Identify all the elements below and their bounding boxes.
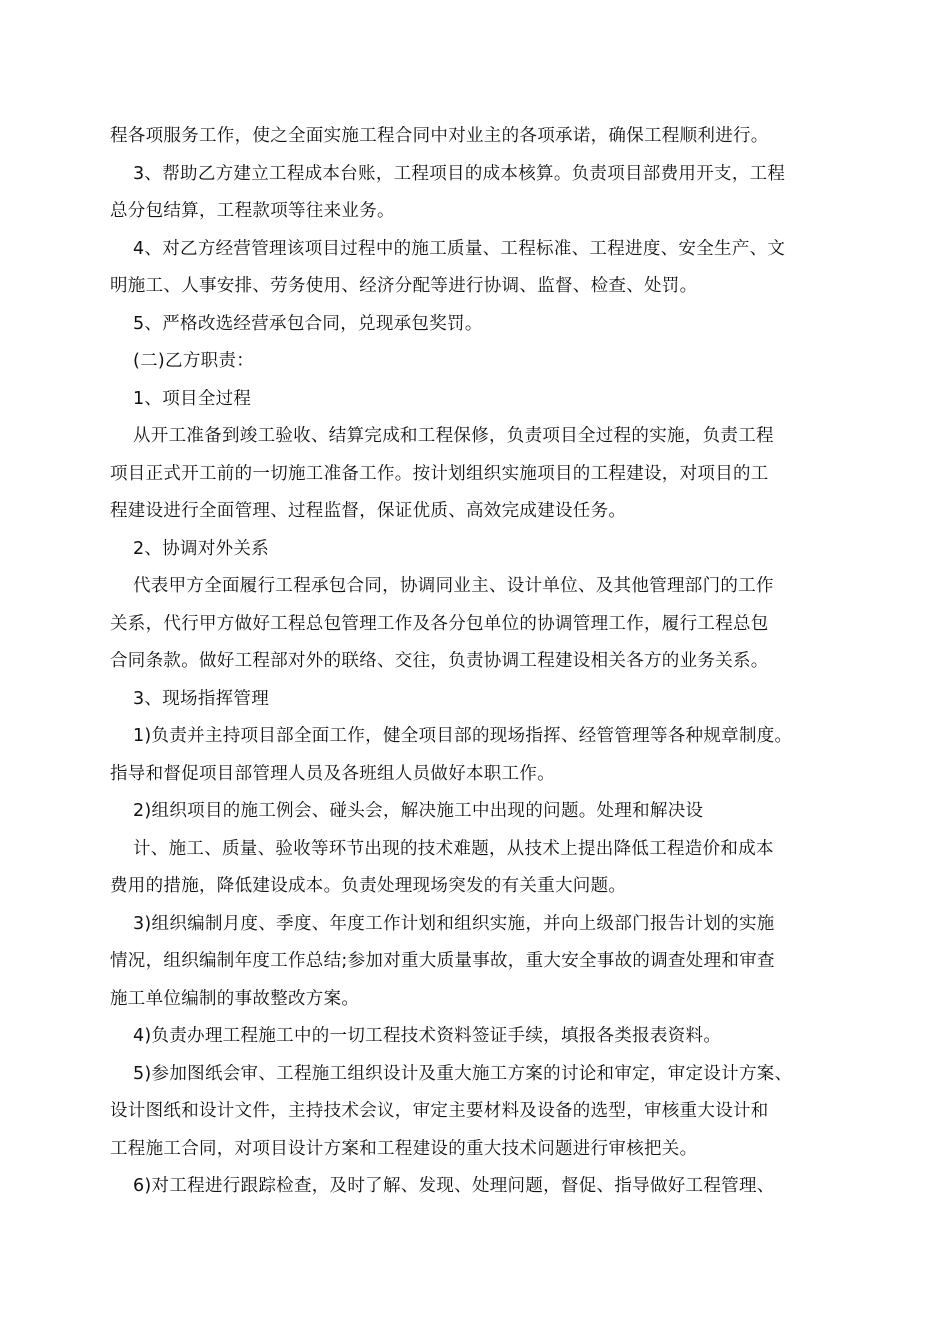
text-line: 计、施工、质量、验收等环节出现的技术难题，从技术上提出降低工程造价和成本: [133, 838, 774, 859]
text-line: 6)对工程进行跟踪检查，及时了解、发现、处理问题，督促、指导做好工程管理、: [133, 1176, 775, 1196]
text-line: 设计图纸和设计文件，主持技术会议，审定主要材料及设备的选型，审核重大设计和: [110, 1101, 769, 1121]
text-line: 总分包结算，工程款项等往来业务。: [110, 201, 395, 221]
text-line: 合同条款。做好工程部对外的联络、交往，负责协调工程建设相关各方的业务关系。: [110, 651, 769, 671]
section-heading: (二)乙方职责：: [133, 351, 255, 371]
subsection-heading: 1、项目全过程: [133, 388, 252, 409]
document-body: [110, 118, 838, 1206]
text-line: 程各项服务工作，使之全面实施工程合同中对业主的各项承诺，确保工程顺利进行。: [110, 126, 769, 146]
text-line: 程建设进行全面管理、过程监督，保证优质、高效完成建设任务。: [110, 501, 627, 521]
subsection-heading: 3、现场指挥管理: [133, 688, 270, 709]
text-line: 3、帮助乙方建立工程成本台账，工程项目的成本核算。负责项目部费用开支，工程: [133, 163, 786, 184]
text-line: 5、严格改选经营承包合同，兑现承包奖罚。: [133, 313, 483, 334]
text-line: 5)参加图纸会审、工程施工组织设计及重大施工方案的讨论和审定，审定设计方案、: [133, 1063, 793, 1084]
text-line: 3)组织编制月度、季度、年度工作计划和组织实施，并向上级部门报告计划的实施: [133, 913, 775, 934]
text-line: 施工单位编制的事故整改方案。: [110, 988, 360, 1009]
text-line: 2)组织项目的施工例会、碰头会，解决施工中出现的问题。处理和解决设: [133, 801, 704, 821]
text-line: 费用的措施，降低建设成本。负责处理现场突发的有关重大问题。: [110, 876, 627, 896]
text-line: 指导和督促项目部管理人员及各班组人员做好本职工作。: [110, 763, 555, 784]
text-line: 代表甲方全面履行工程承包合同，协调同业主、设计单位、及其他管理部门的工作: [133, 576, 774, 596]
text-line: 工程施工合同，对项目设计方案和工程建设的重大技术问题进行审核把关。: [110, 1138, 698, 1159]
text-line: 从开工准备到竣工验收、结算完成和工程保修，负责项目全过程的实施，负责工程: [133, 426, 774, 446]
text-line: 明施工、人事安排、劳务使用、经济分配等进行协调、监督、检查、处罚。: [110, 276, 698, 296]
text-line: 关系，代行甲方做好工程总包管理工作及各分包单位的协调管理工作，履行工程总包: [110, 613, 769, 634]
subsection-heading: 2、协调对外关系: [133, 538, 270, 559]
text-line: 4、对乙方经营管理该项目过程中的施工质量、工程标准、工程进度、安全生产、文: [133, 238, 786, 259]
text-line: 4)负责办理工程施工中的一切工程技术资料签证手续，填报各类报表资料。: [133, 1026, 722, 1046]
text-line: 1)负责并主持项目部全面工作，健全项目部的现场指挥、经管管理等各种规章制度。: [133, 726, 793, 746]
text-line: 情况，组织编制年度工作总结;参加对重大质量事故，重大安全事故的调查处理和审查: [110, 951, 775, 971]
text-line: 项目正式开工前的一切施工准备工作。按计划组织实施项目的工程建设，对项目的工: [110, 463, 769, 484]
